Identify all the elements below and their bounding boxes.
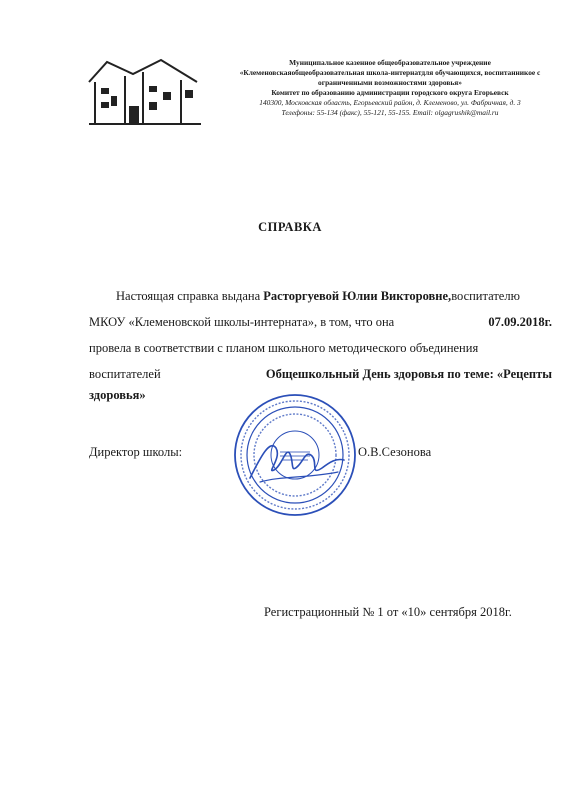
letterhead — [210, 58, 570, 118]
body-line-2 — [89, 309, 552, 335]
event-topic-cont: здоровья» — [89, 388, 146, 402]
body-text: провела в соответствии с планом школьного методического объединения — [89, 341, 479, 355]
event-date: 07.09.2018г. — [488, 315, 552, 329]
body-line-4 — [89, 361, 552, 387]
body-line-1 — [89, 283, 552, 309]
director-signature — [240, 432, 350, 492]
letterhead-address: 140300, Московская область, Егорьевский район, д. Клеменово, ул. Фабричная, д. 3 — [259, 98, 521, 107]
body-text: воспитателей — [89, 367, 161, 381]
recipient-name: Расторгуевой Юлии Викторовне, — [263, 289, 452, 303]
letterhead-contacts: Телефоны: 55-134 (факс), 55-121, 55-155. Email: olgagrushik@mail.ru — [281, 108, 499, 117]
event-topic: Общешкольный День здоровья по теме: «Рецепты — [265, 367, 552, 381]
letterhead-school-name: «Клеменовскаяобщеобразовательная школа-интернатдля обучающихся, воспитанникое с — [239, 68, 541, 77]
certificate-body — [89, 283, 552, 403]
letterhead-committee: Комитет по образованию администрации городского округа Егорьевск — [271, 88, 509, 97]
school-logo — [85, 56, 205, 126]
body-text: воспитателю — [451, 289, 520, 303]
director-name: О.В.Сезонова — [358, 445, 432, 459]
letterhead-school-name-cont: ограниченными возможностями здоровья» — [318, 78, 462, 87]
body-line-3 — [89, 335, 552, 361]
director-label: Директор школы: — [89, 445, 183, 459]
letterhead-institution: Муниципальное казенное общеобразовательное учреждение — [289, 58, 491, 67]
document-title: СПРАВКА — [258, 220, 322, 234]
body-text: Настоящая справка выдана — [116, 289, 261, 303]
registration-number: Регистрационный № 1 от «10» сентября 2018г. — [264, 605, 512, 619]
body-text: МКОУ «Клеменовской школы-интерната», в том, что она — [89, 315, 395, 329]
